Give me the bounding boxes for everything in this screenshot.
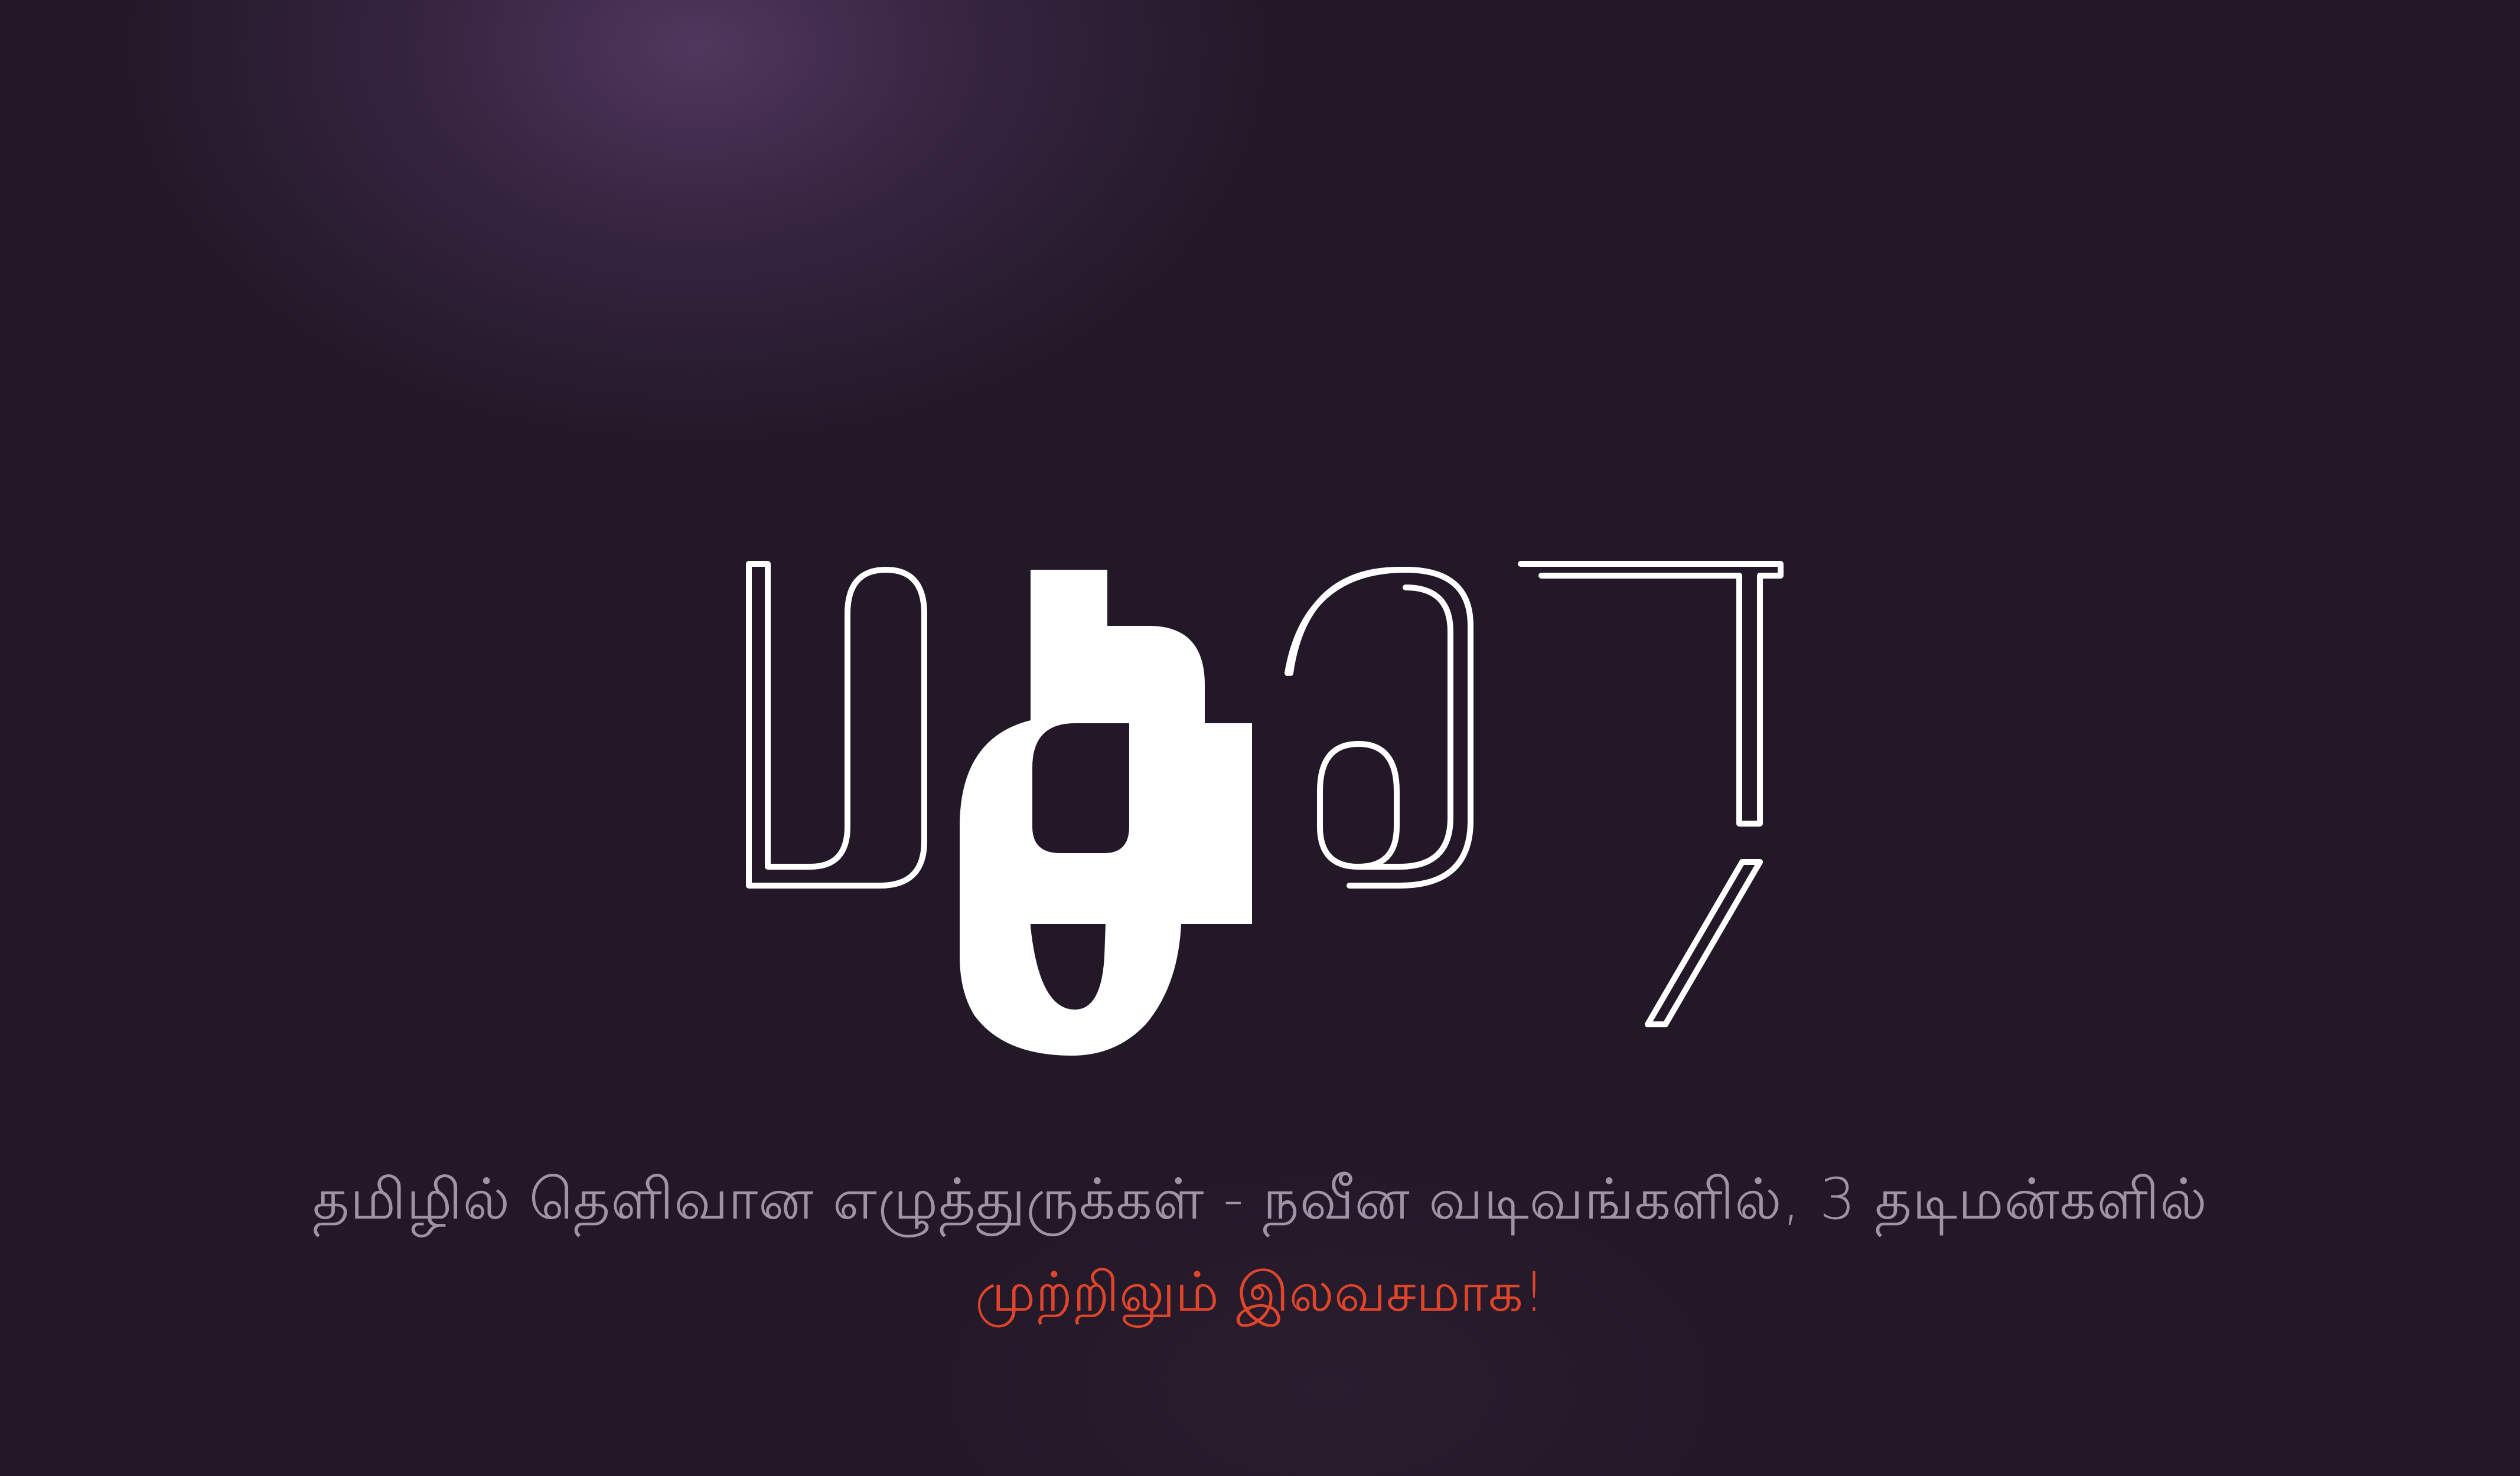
glyph-rai — [1287, 564, 1781, 1024]
glyph-ma — [749, 564, 924, 886]
headline-logo — [709, 543, 1807, 1057]
glyph-thu — [960, 570, 1252, 1056]
tagline-text: தமிழில் தெளிவான எழுத்துருக்கள் - நவீன வடிவங்களில், 3 தடிமன்களில் — [312, 1166, 2208, 1232]
highlight-text: முற்றிலும் இலவசமாக! — [975, 1261, 1545, 1324]
